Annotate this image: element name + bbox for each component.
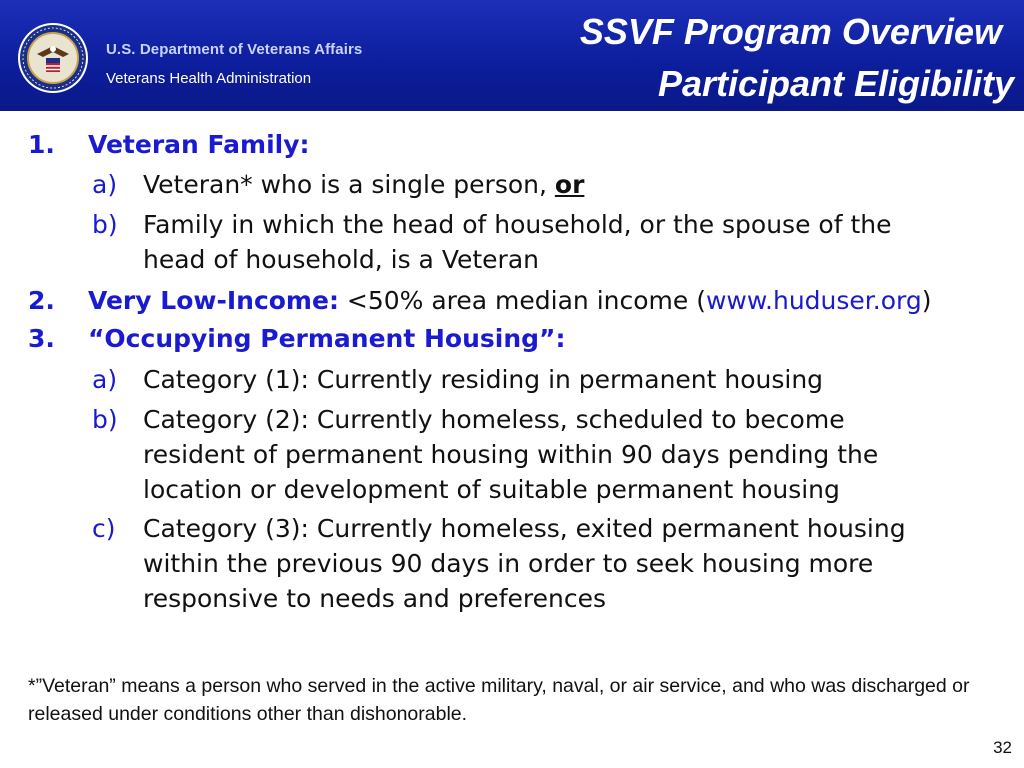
subagency-name: Veterans Health Administration <box>106 70 312 87</box>
sub-item-letter: c) <box>92 514 116 543</box>
sub-item-text: responsive to needs and preferences <box>143 584 606 613</box>
sub-item-letter: b) <box>92 405 118 434</box>
slide-subtitle: Participant Eligibility <box>657 63 1014 104</box>
sub-item-letter: a) <box>92 365 118 394</box>
item-heading: Very Low-Income: <box>88 286 339 315</box>
veteran-definition-footnote: *”Veteran” means a person who served in the active military, naval, or air service, and who was discharged or released under conditions other than dishonorable. <box>28 675 970 725</box>
item-text-end: ) <box>921 286 932 315</box>
item-number: 2. <box>28 286 55 315</box>
slide-title: SSVF Program Overview <box>579 11 1002 52</box>
item-number: 1. <box>28 130 55 159</box>
sub-item-letter: a) <box>92 170 118 199</box>
sub-item-text: Category (2): Currently homeless, scheduled to become <box>143 405 845 434</box>
emphasis-or: or <box>554 170 585 199</box>
item-heading: “Occupying Permanent Housing”: <box>88 324 566 353</box>
sub-item-text: resident of permanent housing within 90 days pending the <box>143 440 879 469</box>
sub-item-text: head of household, is a Veteran <box>143 245 539 274</box>
sub-item-text: within the previous 90 days in order to seek housing more <box>143 549 874 578</box>
sub-item-text: Category (3): Currently homeless, exited permanent housing <box>143 514 906 543</box>
sub-item-text: location or development of suitable permanent housing <box>143 475 840 504</box>
huduser-link[interactable]: www.huduser.org <box>705 286 922 315</box>
sub-item-text: Family in which the head of household, or the spouse of the <box>143 210 892 239</box>
sub-item-text: Veteran* who is a single person, <box>143 170 547 199</box>
sub-item-text: Category (1): Currently residing in permanent housing <box>143 365 824 394</box>
item-number: 3. <box>28 324 55 353</box>
sub-item-letter: b) <box>92 210 118 239</box>
agency-name: U.S. Department of Veterans Affairs <box>106 41 363 58</box>
item-heading: Veteran Family: <box>88 130 310 159</box>
page-number: 32 <box>993 738 1012 757</box>
item-text: <50% area median income ( <box>338 286 706 315</box>
